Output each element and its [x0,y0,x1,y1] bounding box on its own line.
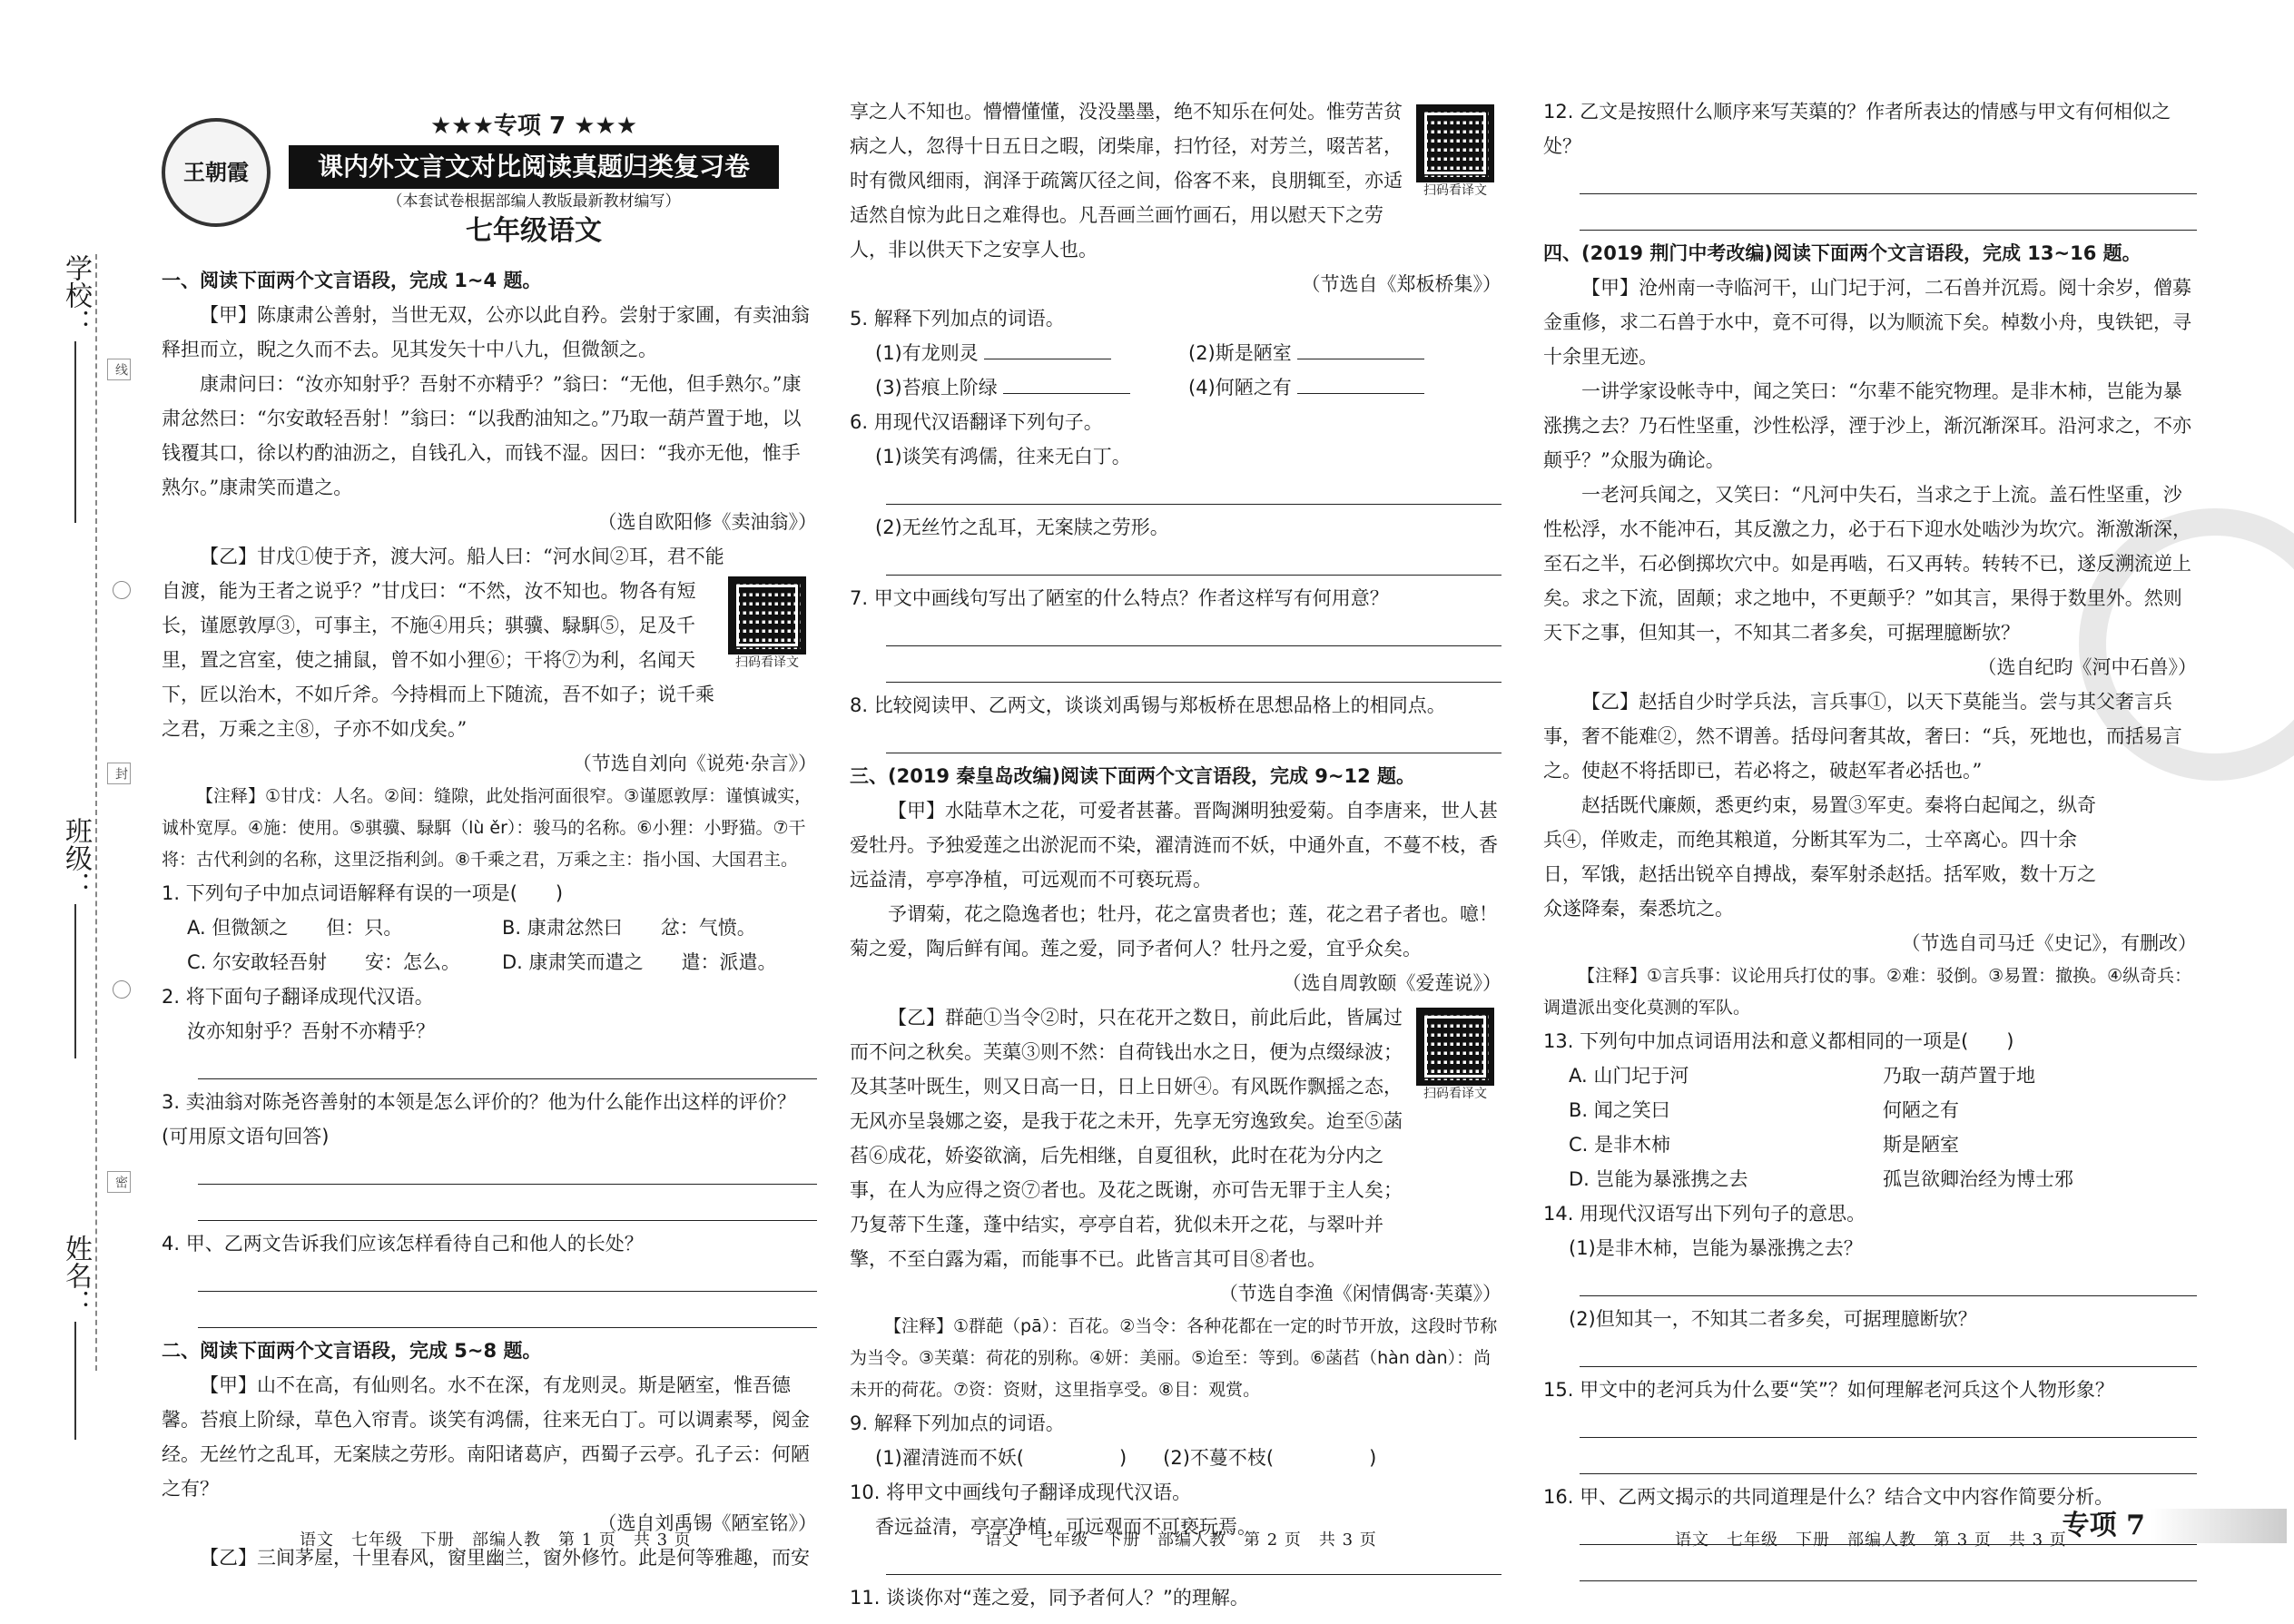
section-heading: 一、阅读下面两个文言语段，完成 1~4 题。 [162,270,542,291]
sentence-to-translate: (1)是非木柿，岂能为暴涨携之去？ [1569,1237,1863,1259]
passage-paragraph: 康肃问曰：“汝亦知射乎？吾射不亦精乎？”翁曰：“无他，但手熟尔。”康肃忿然曰：“尔安敢轻吾射！”翁曰：“以我酌油知之。”乃取一葫芦置于地，以钱覆其口，徐以杓酌油沥之，自钱孔入，而钱不湿。因曰：“我亦无他，惟手熟尔。”康肃笑而遣之。 [162,373,802,498]
answer-line[interactable] [886,545,1501,576]
word-item: (3)苔痕上阶绿 [875,370,1188,405]
word-item: (1)有龙则灵 [875,336,1188,370]
passage-paragraph: 赵括既代廉颇，悉更约束，易置③军吏。秦将白起闻之，纵奇兵④，佯败走，而绝其粮道，分断其军为二，士卒离心。四十余日，军饿，赵括出锐卒自搏战，秦军射杀赵括。括军败，数十万之众遂降秦，秦悉坑之。 [1543,794,2096,920]
question-13: 13. 下列句中加点词语用法和意义都相同的一项是( ) [1543,1030,2014,1052]
grade-title: 七年级语文 [466,215,602,247]
qr-code-image [1416,104,1494,182]
passage-source: （节选自司马迁《史记》，有删改） [1901,932,2197,954]
word-items [850,1441,1501,1475]
passage-paragraph: 【乙】赵括自少时学兵法，言兵事①，以天下莫能当。尝与其父奢言兵事，奢不能难②，然不谓善。括母问奢其故，奢曰：“兵，死地也，而括易言之。使赵不将括即已，若必将之，破赵军者必括也。” [1543,691,2182,782]
question-16: 16. 甲、乙两文揭示的共同道理是什么？结合文中内容作简要分析。 [1543,1486,2114,1508]
sentence-to-translate: (2)无丝竹之乱耳，无案牍之劳形。 [875,517,1169,538]
passage-paragraph: 【乙】三间茅屋，十里春风，窗里幽兰，窗外修竹。此是何等雅趣，而安 [200,1547,810,1569]
word-item[interactable]: (2)不蔓不枝( ) [1163,1447,1377,1469]
sentence-to-translate: 汝亦知射乎？吾射不亦精乎？ [187,1020,435,1042]
qr-caption: 扫码看译文 [1423,1087,1487,1101]
question-9: 9. 解释下列加点的词语。 [850,1412,1065,1434]
answer-line[interactable] [198,1297,817,1328]
passage-paragraph: 【乙】甘戊①使于齐，渡大河。船人曰：“河水间②耳，君不能自渡，能为王者之说乎？”甘戊曰：“不然，汝不知也。物各有短长，谨愿敦厚③，可事主，不施④用兵；骐骥、騄駬⑤，足及千里，置之宫室，使之捕鼠，曾不如小狸⑥；干将⑦为利，名闻天下，匠以治木，不如斤斧。今持楫而上下随流，吾不如子；说千乘之君，万乘之主⑧，子亦不如戊矣。” [162,546,724,740]
qr-caption: 扫码看译文 [1423,183,1487,198]
choice-option-pair: 何陋之有 [1883,1099,1959,1121]
page-footer: 语文 七年级 下册 部编人教 第 2 页 共 3 页 [985,1530,1377,1550]
choice-option[interactable]: B. 康肃忿然曰 忿：气愤。 [502,917,756,939]
passage-source: （节选自《郑板桥集》） [1301,273,1501,295]
annotation: 【注释】①群葩（pā）：百花。②当令：各种花都在一定的时节开放，这段时节称为当令。③芙蕖：荷花的别称。④妍：美丽。⑤迨至：等到。⑥菡萏（hàn dàn）：尚未开的荷花。⑦资：资财，这里指享受。⑧目：观赏。 [850,1316,1498,1400]
choice-option[interactable]: D. 康肃笑而遣之 遣：派遣。 [502,951,777,973]
choice-option-pair: 乃取一葫芦置于地 [1883,1065,2035,1087]
choice-option[interactable]: B. 闻之笑曰 [1569,1099,1670,1121]
brand-logo: 王朝霞 [162,118,271,227]
answer-line[interactable] [886,652,1501,683]
answer-line[interactable] [1580,1407,2197,1438]
qr-code-image [728,576,806,655]
passage-paragraph: 【甲】水陆草木之花，可爱者甚蕃。晋陶渊明独爱菊。自李唐来，世人甚爱牡丹。予独爱莲之出淤泥而不染，濯清涟而不妖，中通外直，不蔓不枝，香远益清，亭亭净植，可远观而不可亵玩焉。 [850,800,1498,891]
question-4: 4. 甲、乙两文告诉我们应该怎样看待自己和他人的长处？ [162,1233,644,1255]
name-field[interactable]: 姓名： [53,1235,98,1440]
column-1 [162,0,817,1624]
page-footer: 语文 七年级 下册 部编人教 第 1 页 共 3 页 [300,1530,692,1550]
section-heading: 三、(2019 秦皇岛改编)阅读下面两个文言语段，完成 9~12 题。 [850,765,1416,787]
answer-line[interactable] [198,1190,817,1221]
passage-source: （选自纪昀《河中石兽》） [1977,656,2197,678]
word-item[interactable]: (1)濯清涟而不妖( ) [875,1447,1127,1469]
annotation: 【注释】①甘戊：人名。②间：缝隙，此处指河面很窄。③谨愿敦厚：谨慎诚实，诚朴宽厚。④施：使用。⑤骐骥、騄駬（lù ěr）：骏马的名称。⑥小狸：小野猫。⑦干将：古代利剑的名称，这里泛指利剑。⑧千乘之君，万乘之主：指小国、大国君主。 [162,786,812,870]
passage-paragraph: 【甲】沧州南一寺临河干，山门圮于河，二石兽并沉焉。阅十余岁，僧募金重修，求二石兽于水中，竟不可得，以为顺流下矣。棹数小舟，曳铁钯，寻十余里无迹。 [1543,277,2191,368]
qr-code-image [1416,1008,1494,1086]
answer-line[interactable] [886,723,1501,753]
passage-paragraph: 【甲】山不在高，有仙则名。水不在深，有龙则灵。斯是陋室，惟吾德馨。苔痕上阶绿，草色入帘青。谈笑有鸿儒，往来无白丁。可以调素琴，阅金经。无丝竹之乱耳，无案牍之劳形。南阳诸葛庐，西蜀子云亭。孔子云：何陋之有？ [162,1374,810,1500]
passage-paragraph: 予谓菊，花之隐逸者也；牡丹，花之富贵者也；莲，花之君子者也。噫！菊之爱，陶后鲜有闻。莲之爱，同予者何人？牡丹之爱，宜乎众矣。 [850,903,1498,960]
series-label: ★★★专项 7 ★★★ [429,113,638,140]
answer-line[interactable] [198,1154,817,1185]
page-footer: 语文 七年级 下册 部编人教 第 3 页 共 3 页 [1675,1530,2067,1550]
binding-hole [113,980,131,999]
choice-option[interactable]: A. 山门圮于河 [1569,1065,1689,1087]
exam-header [162,0,817,263]
passage-paragraph: 【乙】群葩①当令②时，只在花开之数日，前此后此，皆属过而不问之秋矣。芙蕖③则不然：自荷钱出水之日，便为点缀绿波；及其茎叶既生，则又日高一日，日上日妍④。有风既作飘摇之态，无风亦呈袅娜之姿，是我于花之未开，先享无穷逸致矣。迨至⑤菡萏⑥成花，娇姿欲滴，后先相继，自夏徂秋，此时在花为分内之事，在人为应得之资⑦者也。及花之既谢，亦可告无罪于主人矣；乃复蒂下生蓬，蓬中结实，亭亭自若，犹似未开之花，与翠叶并擎，不至白露为霜，而能事不已。此皆言其可目⑧者也。 [850,1007,1403,1270]
answer-line[interactable] [198,1048,817,1079]
question-8: 8. 比较阅读甲、乙两文，谈谈刘禹锡与郑板桥在思想品格上的相同点。 [850,694,1446,716]
seal-mark: 封 [107,763,131,784]
section-heading: 四、(2019 荆门中考改编)阅读下面两个文言语段，完成 13~16 题。 [1543,242,2141,264]
class-field[interactable]: 班级： [53,817,98,1058]
question-10: 10. 将甲文中画线句子翻译成现代汉语。 [850,1481,1192,1503]
passage-source: （选自周敦颐《爱莲说》） [1282,972,1501,994]
answer-line[interactable] [886,474,1501,505]
choice-option-pair: 斯是陋室 [1883,1134,1959,1156]
answer-line[interactable] [886,1615,1501,1624]
brand-bar [2151,1509,2287,1543]
question-2: 2. 将下面句子翻译成现代汉语。 [162,986,434,1008]
seal-mark: 密 [107,1171,131,1193]
question-7: 7. 甲文中画线句写出了陋室的什么特点？作者这样写有何用意？ [850,587,1389,609]
seal-mark: 线 [107,359,131,380]
exam-title: 课内外文言文对比阅读真题归类复习卷 [289,145,779,189]
choice-option[interactable]: C. 尔安敢轻吾射 安：怎么。 [187,951,461,973]
section-heading: 二、阅读下面两个文言语段，完成 5~8 题。 [162,1340,542,1362]
answer-line[interactable] [1580,1443,2197,1474]
sentence-to-translate: 香远益清，亭亭净植，可远观而不可亵玩焉。 [875,1516,1256,1538]
choice-options [162,910,817,979]
answer-line[interactable] [1580,200,2197,231]
question-14: 14. 用现代汉语写出下列句子的意思。 [1543,1203,1866,1225]
passage-paragraph: 【甲】陈康肃公善射，当世无双，公亦以此自矜。尝射于家圃，有卖油翁释担而立，睨之久而不去。见其发矢十中八九，但微颔之。 [162,304,810,360]
question-11: 11. 谈谈你对“莲之爱，同予者何人？”的理解。 [850,1587,1249,1609]
question-3: 3. 卖油翁对陈尧咨善射的本领是怎么评价的？他为什么能作出这样的评价？(可用原文语句回答) [162,1091,796,1147]
choice-option[interactable]: C. 是非木柿 [1569,1134,1671,1156]
binding-margin [0,0,159,1624]
word-item: (4)何陋之有 [1188,370,1501,405]
passage-paragraph: 一讲学家设帐寺中，闻之笑曰：“尔辈不能究物理。是非木柿，岂能为暴涨携之去？乃石性坚重，沙性松浮，湮于沙上，渐沉渐深耳。沿河求之，不亦颠乎？”众服为确论。 [1543,380,2191,471]
word-items [850,336,1501,405]
question-1: 1. 下列句子中加点词语解释有误的一项是( ) [162,882,564,904]
qr-code[interactable] [1416,104,1494,199]
exam-subtitle: （本套试卷根据部编人教版最新教材编写） [387,192,681,211]
passage-source: （节选自李渔《闲情偶寄·芙蕖》） [1218,1283,1501,1304]
series-brand: 专项 7 [2063,1509,2287,1543]
choice-option[interactable]: D. 岂能为暴涨携之去 [1569,1168,1748,1190]
question-12: 12. 乙文是按照什么顺序来写芙蕖的？作者所表达的情感与甲文有何相似之处？ [1543,101,2171,157]
annotation: 【注释】①言兵事：议论用兵打仗的事。②难：驳倒。③易置：撤换。④纵奇兵：调遣派出变化莫测的军队。 [1543,966,2192,1018]
binding-hole [113,581,131,599]
school-field[interactable]: 学校： [53,254,98,523]
qr-code[interactable] [1416,1008,1494,1102]
passage-source: （选自欧阳修《卖油翁》） [597,511,817,533]
answer-line[interactable] [1580,163,2197,194]
answer-line[interactable] [1580,1265,2197,1296]
choice-option-pair: 孤岂欲卿治经为博士邪 [1883,1168,2073,1190]
answer-line[interactable] [886,615,1501,646]
qr-caption: 扫码看译文 [735,655,799,670]
question-6: 6. 用现代汉语翻译下列句子。 [850,411,1103,433]
passage-paragraph: 一老河兵闻之，又笑曰：“凡河中失石，当求之于上流。盖石性坚重，沙性松浮，水不能冲石，其反激之力，必于石下迎水处啮沙为坎穴。渐激渐深，至石之半，石必倒掷坎穴中。如是再啮，石又再转。转转不已，遂反溯流逆上矣。求之下流，固颠；求之地中，不更颠乎？”如其言，果得于数里外。然则天下之事，但知其一，不知其二者多矣，可据理臆断欤？ [1543,484,2191,644]
sentence-to-translate: (2)但知其一，不知其二者多矣，可据理臆断欤？ [1569,1308,1977,1330]
column-3 [1543,0,2197,1624]
answer-line[interactable] [1580,1336,2197,1367]
sentence-to-translate: (1)谈笑有鸿儒，往来无白丁。 [875,446,1131,468]
passage-paragraph: 享之人不知也。懵懵懂懂，没没墨墨，绝不知乐在何处。惟劳苦贫病之人，忽得十日五日之暇，闭柴扉，扫竹径，对芳兰，啜苦茗，时有微风细雨，润泽于疏篱仄径之间，俗客不来，良朋辄至，亦适适然自惊为此日之难得也。凡吾画兰画竹画石，用以慰天下之劳人，非以供天下之安享人也。 [850,101,1403,261]
passage-source: （选自刘禹锡《陋室铭》） [597,1512,817,1534]
question-5: 5. 解释下列加点的词语。 [850,308,1065,330]
answer-line[interactable] [198,1261,817,1292]
choice-option[interactable]: A. 但微颔之 但：只。 [187,917,403,939]
passage-source: （节选自刘向《说苑·杂言》） [572,753,817,774]
question-15: 15. 甲文中的老河兵为什么要“笑”？如何理解老河兵这个人物形象？ [1543,1379,2114,1401]
qr-code[interactable] [728,576,806,671]
word-item: (2)斯是陋室 [1188,336,1501,370]
column-2 [850,0,1501,1624]
choice-options [1543,1058,2197,1196]
